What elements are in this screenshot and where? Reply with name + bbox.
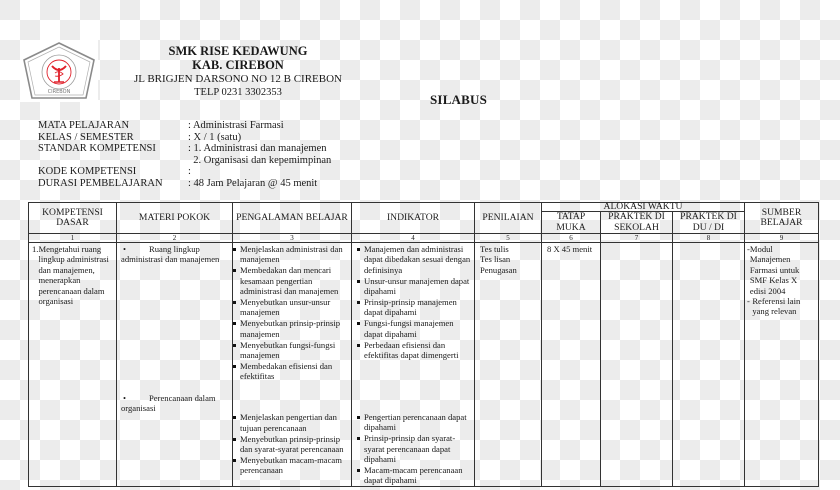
header-pengalaman-belajar: PENGALAMAN BELAJAR bbox=[233, 203, 352, 234]
pengalaman-item: Menyebutkan macam-macam perencanaan bbox=[233, 455, 349, 476]
meta-key: KELAS / SEMESTER bbox=[38, 131, 134, 143]
column-number: 2 bbox=[117, 234, 233, 243]
meta-value: : 48 Jam Pelajaran @ 45 menit bbox=[188, 177, 318, 189]
sumber-item: - Modul Manajemen Farmasi untuk SMF Kelas X edisi 2004 bbox=[747, 244, 800, 296]
column-number: 3 bbox=[233, 234, 352, 243]
header-materi-pokok: MATERI POKOK bbox=[117, 203, 233, 234]
pengalaman-item: Menyebutkan prinsip-prinsip dan syarat-syarat perencanaan bbox=[233, 434, 349, 455]
meta-key: DURASI PEMBELAJARAN bbox=[38, 177, 163, 189]
pengalaman-item: Menyebutkan fungsi-fungsi manajemen bbox=[233, 340, 349, 361]
penilaian-item: Penugasan bbox=[480, 264, 517, 275]
cell-indikator bbox=[352, 243, 475, 487]
indikator-item: Fungsi-fungsi manajemen dapat dipahami bbox=[354, 318, 472, 339]
table-row bbox=[29, 243, 819, 487]
meta-key: MATA PELAJARAN bbox=[38, 120, 130, 131]
cell-kompetensi-dasar bbox=[29, 243, 117, 487]
column-number: 9 bbox=[745, 234, 819, 243]
header-indikator: INDIKATOR bbox=[352, 203, 475, 234]
pengalaman-item: Menjelaskan pengertian dan tujuan perencanaan bbox=[233, 412, 349, 433]
cell-praktek-du-di bbox=[673, 243, 745, 487]
syllabus-meta bbox=[38, 120, 331, 190]
header-praktek-du-di: PRAKTEK DI DU / DI bbox=[673, 212, 745, 234]
meta-row bbox=[38, 132, 331, 144]
cell-praktek-sekolah bbox=[601, 243, 673, 487]
meta-key: KODE KOMPETENSI bbox=[38, 166, 137, 178]
penilaian-item: Tes lisan bbox=[480, 254, 511, 265]
cell-penilaian bbox=[475, 243, 542, 487]
school-regency: KAB. CIREBON bbox=[192, 58, 284, 72]
column-number: 4 bbox=[352, 234, 475, 243]
cell-sumber-belajar bbox=[745, 243, 819, 487]
cell-pengalaman-belajar bbox=[233, 243, 352, 487]
indikator-item: Prinsip-prinsip manajemen dapat dipahami bbox=[354, 297, 472, 318]
meta-row bbox=[38, 155, 331, 167]
indikator-item: Perbedaan efisiensi dan efektifitas dapat dimengerti bbox=[354, 340, 472, 361]
column-number-row bbox=[29, 234, 819, 243]
svg-text:CIREBON: CIREBON bbox=[47, 89, 71, 95]
syllabus-table bbox=[28, 202, 819, 487]
column-number: 1 bbox=[29, 234, 117, 243]
indikator-item: Macam-macam perencanaan dapat dipahami bbox=[354, 465, 472, 486]
meta-row bbox=[38, 166, 331, 178]
column-number: 8 bbox=[673, 234, 745, 243]
materi-item: • Perencanaan dalam organisasi bbox=[121, 392, 216, 414]
kompetensi-dasar-text: Mengetahui ruang lingkup administrasi dan manajemen, menerapkan perencanaan dalam organisasi bbox=[38, 244, 109, 307]
column-number: 7 bbox=[601, 234, 673, 243]
meta-row bbox=[38, 120, 331, 132]
meta-row bbox=[38, 143, 331, 155]
meta-key bbox=[38, 155, 188, 167]
indikator-item: Pengertian perencanaan dapat dipahami bbox=[354, 412, 472, 433]
indikator-item: Manajemen dan administrasi dapat dibedakan sesuai dengan definisinya bbox=[354, 244, 472, 275]
column-number: 6 bbox=[542, 234, 601, 243]
school-emblem-icon bbox=[20, 40, 98, 102]
school-name: SMK RISE KEDAWUNG bbox=[168, 44, 308, 58]
pengalaman-item: Menyebutkan unsur-unsur manajemen bbox=[233, 297, 349, 318]
school-phone: TELP 0231 3302353 bbox=[194, 87, 282, 98]
indikator-item: Unsur-unsur manajemen dapat dipahami bbox=[354, 276, 472, 297]
tatap-muka-value: 8 X 45 menit bbox=[547, 244, 593, 254]
meta-key: STANDAR KOMPETENSI bbox=[38, 143, 156, 155]
pengalaman-item: Membedakan efisiensi dan efektifitas bbox=[233, 361, 349, 382]
meta-row bbox=[38, 178, 331, 190]
school-header bbox=[98, 44, 378, 100]
header-praktek-sekolah: PRAKTEK DI SEKOLAH bbox=[601, 212, 673, 234]
meta-value: : X / 1 (satu) bbox=[188, 131, 242, 143]
header-sumber-belajar: SUMBER BELAJAR bbox=[745, 203, 819, 234]
pengalaman-item: Menjelaskan administrasi dan manajemen bbox=[233, 244, 349, 265]
column-number: 5 bbox=[475, 234, 542, 243]
meta-value: : Administrasi Farmasi bbox=[188, 120, 284, 131]
pengalaman-item: Menyebutkan prinsip-prinsip manajemen bbox=[233, 318, 349, 339]
document-title: SILABUS bbox=[430, 92, 488, 107]
meta-value: 2. Organisasi dan kepemimpinan bbox=[188, 154, 332, 166]
header-penilaian: PENILAIAN bbox=[475, 203, 542, 234]
indikator-item: Prinsip-prinsip dan syarat-syarat perencanaan dapat dipahami bbox=[354, 433, 472, 464]
meta-value: : bbox=[188, 166, 191, 178]
header-alokasi-waktu: ALOKASI WAKTU bbox=[542, 203, 745, 212]
meta-value: : 1. Administrasi dan manajemen bbox=[188, 143, 327, 155]
sumber-item: - Referensi lain yang relevan bbox=[747, 296, 801, 317]
school-address: JL BRIGJEN DARSONO NO 12 B CIREBON bbox=[134, 73, 342, 85]
row-number: 1. bbox=[32, 244, 39, 254]
materi-item: • Ruang lingkup administrasi dan manajemen bbox=[121, 244, 220, 265]
pengalaman-item: Membedakan dan mencari kesamaan pengertian administrasi dan manajemen bbox=[233, 265, 349, 296]
penilaian-item: Tes tulis bbox=[480, 244, 509, 254]
cell-tatap-muka bbox=[542, 243, 601, 487]
cell-materi-pokok bbox=[117, 243, 233, 487]
school-logo bbox=[20, 40, 98, 102]
header-tatap-muka: TATAP MUKA bbox=[542, 212, 601, 234]
header-kompetensi-dasar: KOMPETENSI DASAR bbox=[29, 203, 117, 234]
